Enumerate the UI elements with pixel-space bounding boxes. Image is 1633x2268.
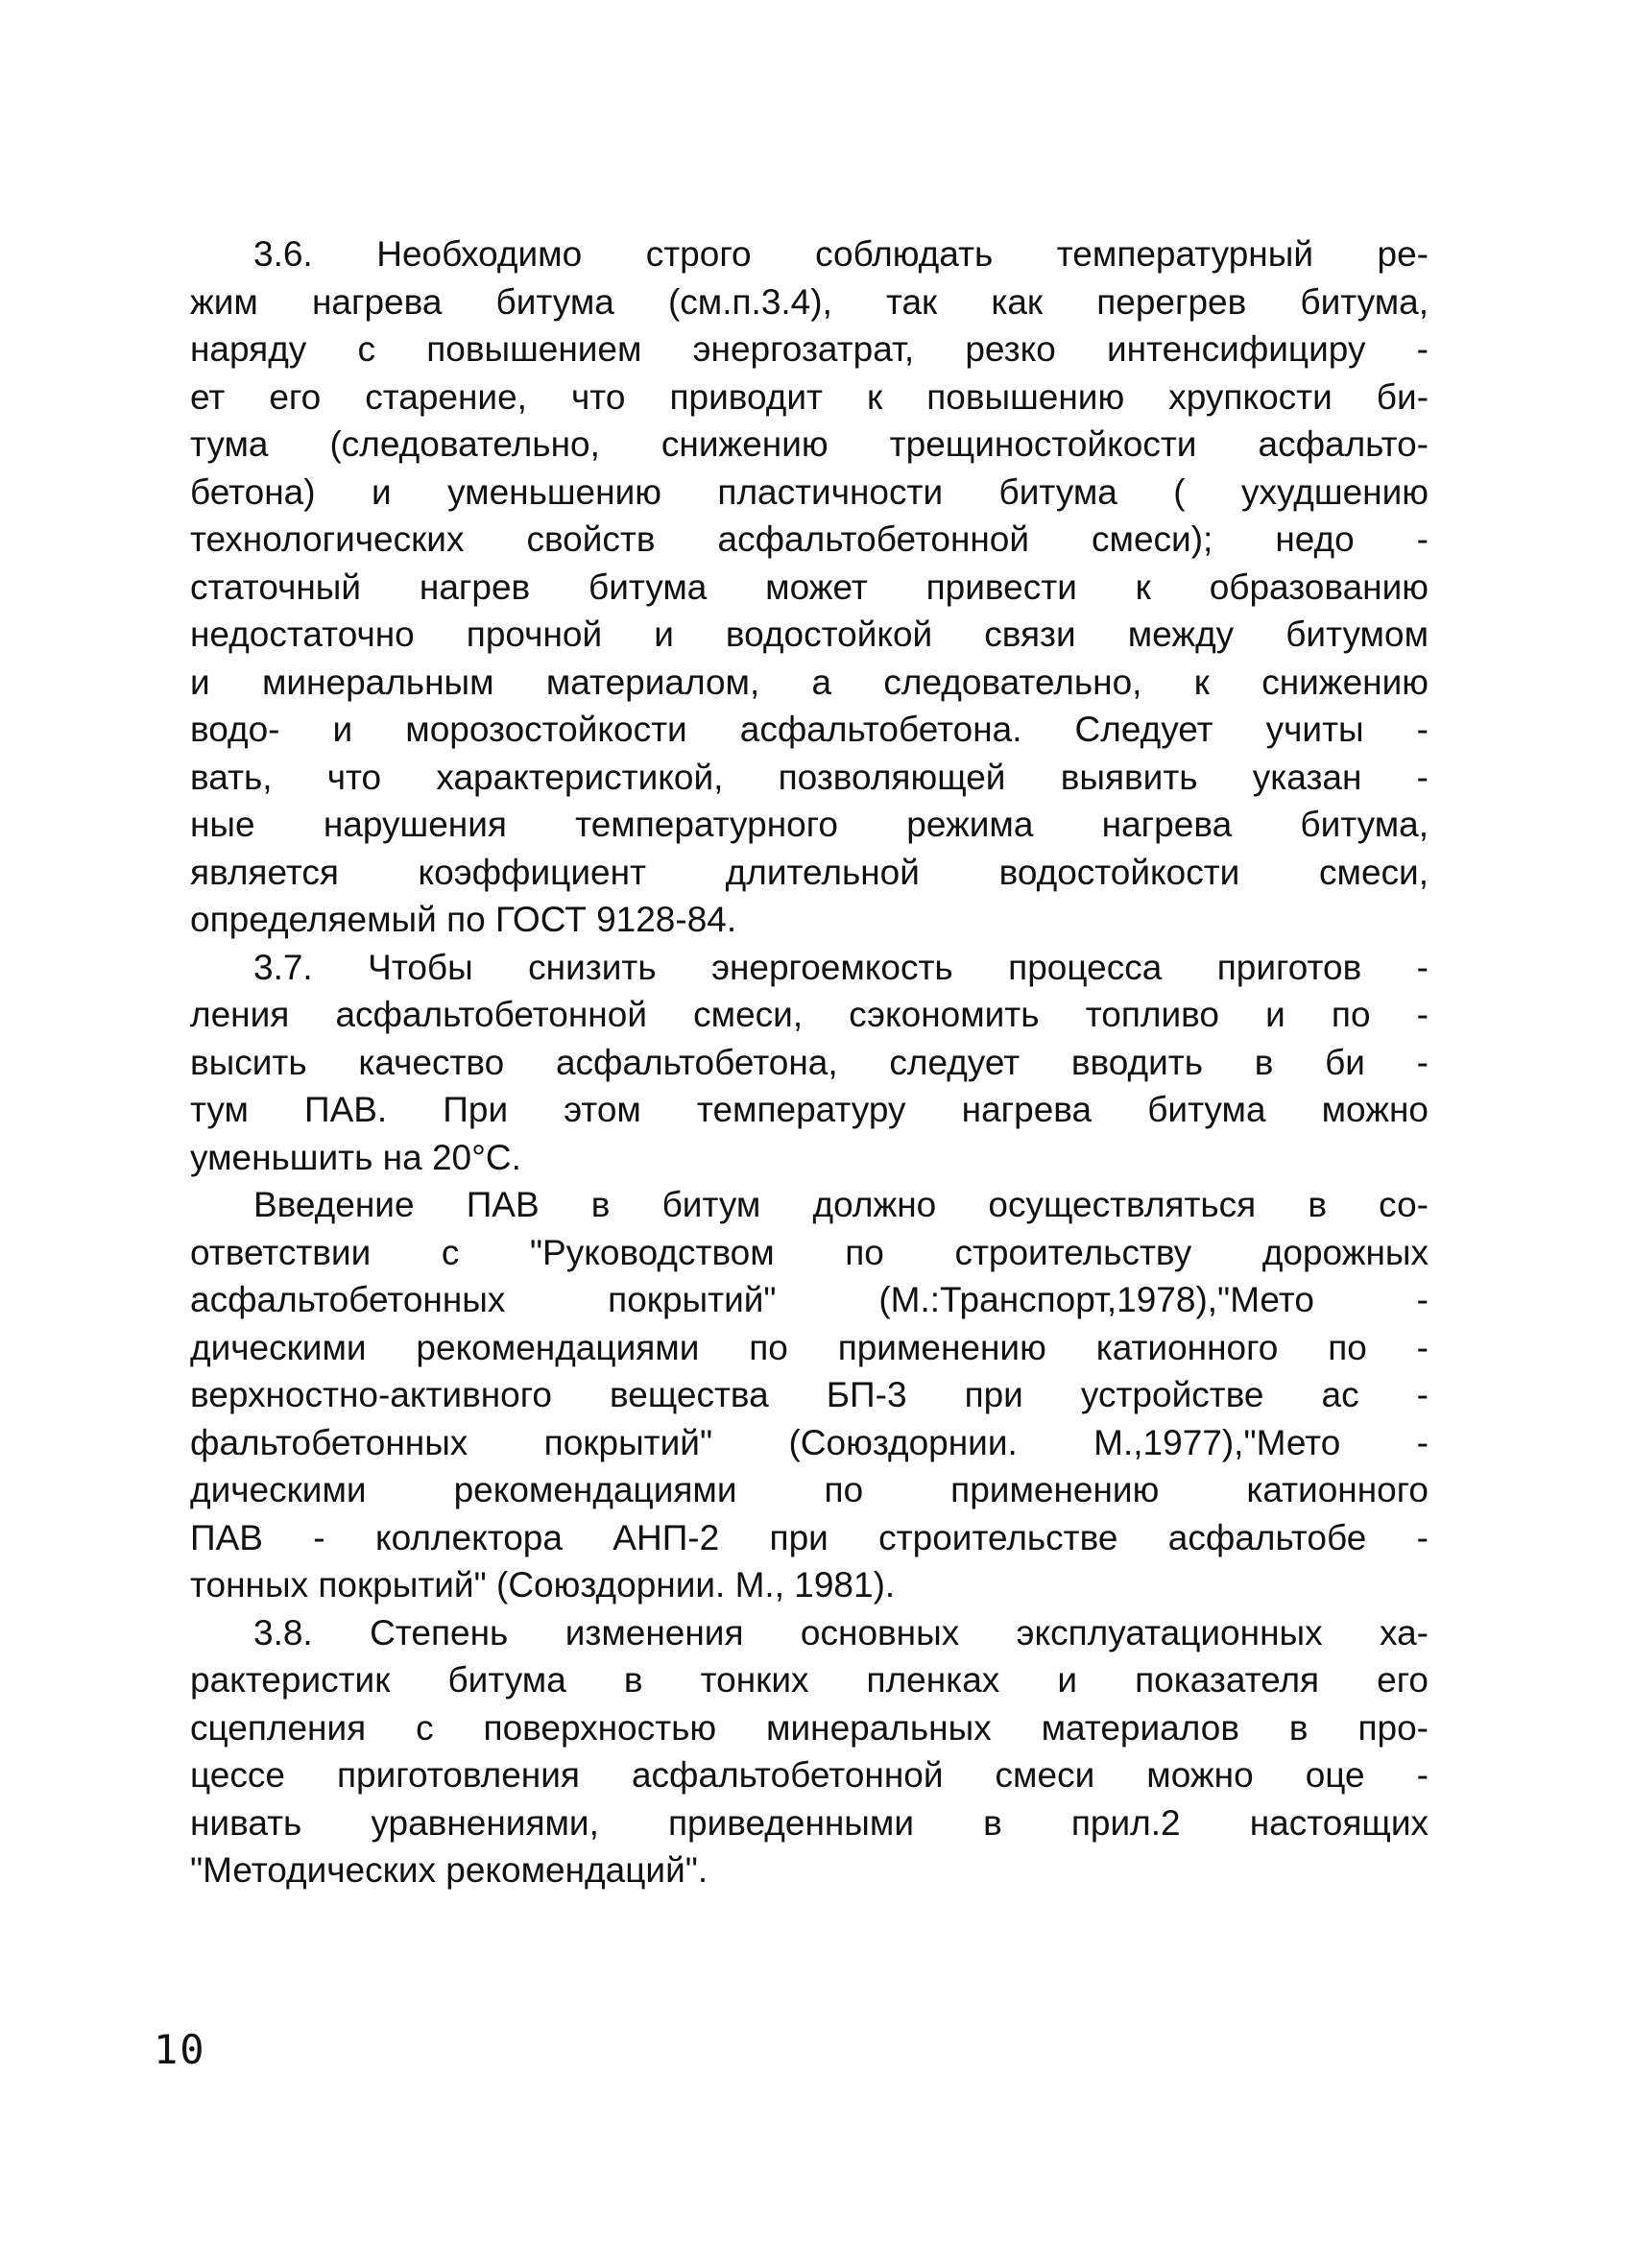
paragraph-3-8 xyxy=(190,1609,1429,1894)
body-text xyxy=(190,230,1429,1894)
text-line: высить качество асфальтобетона, следует вводить в би - xyxy=(190,1042,1429,1082)
text-line: ет его старение, что приводит к повышению хрупкости би- xyxy=(190,376,1429,417)
text-line: уменьшить на 20°С. xyxy=(190,1137,521,1177)
paragraph-3-7 xyxy=(190,944,1429,1182)
text-line: фальтобетонных покрытий" (Союздорнии. М.,1977),"Мето - xyxy=(190,1422,1429,1462)
text-line: дическими рекомендациями по применению катионного xyxy=(190,1470,1429,1509)
text-line: цессе приготовления асфальтобетонной смеси можно оце - xyxy=(190,1755,1429,1795)
text-line: и минеральным материалом, а следовательно, к снижению xyxy=(190,662,1429,702)
text-line: "Методических рекомендаций". xyxy=(190,1850,708,1890)
text-line: технологических свойств асфальтобетонной смеси); недо - xyxy=(190,519,1429,559)
text-line: дическими рекомендациями по применению катионного по - xyxy=(190,1327,1429,1367)
text-line: сцепления с поверхностью минеральных материалов в про- xyxy=(190,1707,1429,1748)
text-line: нивать уравнениями, приведенными в прил.2 настоящих xyxy=(190,1802,1429,1843)
text-line: тонных покрытий" (Союздорнии. М., 1981). xyxy=(190,1565,896,1604)
text-line: определяемый по ГОСТ 9128-84. xyxy=(190,900,737,939)
text-line: ные нарушения температурного режима нагрева битума, xyxy=(190,805,1429,844)
text-line: бетона) и уменьшению пластичности битума ( ухудшению xyxy=(190,471,1429,512)
text-line: асфальтобетонных покрытий" (М.:Транспорт,1978),"Мето - xyxy=(190,1280,1429,1319)
text-line: недостаточно прочной и водостойкой связи между битумом xyxy=(190,615,1429,654)
text-line: ПАВ - коллектора АНП-2 при строительстве асфальтобе - xyxy=(190,1517,1429,1557)
paragraph-3-6 xyxy=(190,230,1429,944)
text-line: 3.7. Чтобы снизить энергоемкость процесса приготов - xyxy=(253,947,1429,987)
text-line: тума (следовательно, снижению трещиностойкости асфальто- xyxy=(190,424,1429,464)
text-line: вать, что характеристикой, позволяющей выявить указан - xyxy=(190,757,1429,797)
text-line: ления асфальтобетонной смеси, сэкономить топливо и по - xyxy=(190,995,1429,1034)
text-line: жим нагрева битума (см.п.3.4), так как перегрев битума, xyxy=(190,281,1429,322)
paragraph-pav-introduction xyxy=(190,1181,1429,1609)
text-line: Введение ПАВ в битум должно осуществляться в со- xyxy=(253,1185,1429,1224)
text-line: рактеристик битума в тонких пленках и показателя его xyxy=(190,1660,1429,1700)
text-line: тум ПАВ. При этом температуру нагрева битума можно xyxy=(190,1090,1429,1129)
text-line: ответствии с "Руководством по строительству дорожных xyxy=(190,1232,1429,1272)
text-line: статочный нагрев битума может привести к образованию xyxy=(190,567,1429,607)
text-line: 3.6. Необходимо строго соблюдать температурный ре- xyxy=(253,234,1429,274)
text-line: является коэффициент длительной водостойкости смеси, xyxy=(190,852,1429,892)
text-line: наряду с повышением энергозатрат, резко интенсифициру - xyxy=(190,329,1429,369)
text-line: 3.8. Степень изменения основных эксплуатационных ха- xyxy=(253,1612,1429,1653)
text-line: верхностно-активного вещества БП-3 при устройстве ас - xyxy=(190,1375,1429,1414)
page-number: 10 xyxy=(154,2026,206,2073)
text-line: водо- и морозостойкости асфальтобетона. Следует учиты - xyxy=(190,710,1429,749)
